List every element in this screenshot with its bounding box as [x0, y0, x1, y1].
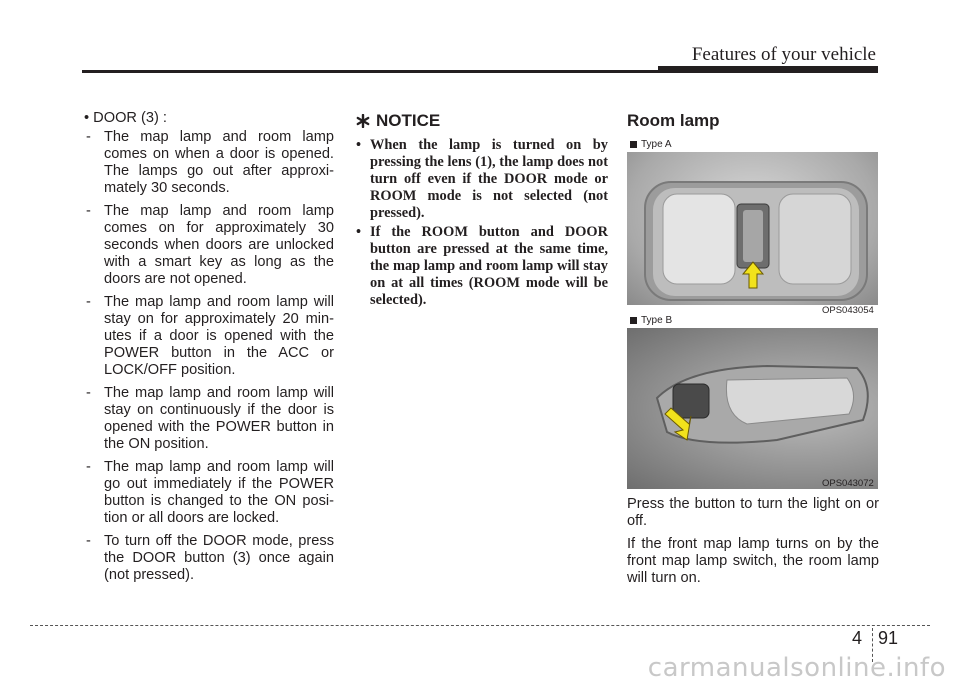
door-item-1: - The map lamp and room lamp comes on when a door is opened. The lamps go out after approxi-mately 30 seconds.: [86, 129, 334, 196]
notice-item-2: • If the ROOM button and DOOR button are pressed at the same time, the map lamp and room lamp will stay on at all times (ROOM mode will be selected).: [356, 224, 608, 308]
header-rule-accent: [658, 66, 878, 73]
chapter-number: 4: [852, 628, 863, 648]
door-item-5: - The map lamp and room lamp will go out immediately if the POWER button is changed to the ON posi-tion or all doors are locked.: [86, 459, 334, 526]
page-number: 91: [878, 628, 899, 648]
square-bullet-icon: [630, 317, 637, 324]
room-lamp-section: [627, 110, 879, 138]
type-a-lamp-illustration: [627, 152, 878, 305]
door-item-3: - The map lamp and room lamp will stay on for approximately 20 min-utes if a door is opened with the POWER button in the ACC or LOCK/OFF position.: [86, 294, 334, 378]
type-b-label: Type B: [630, 315, 672, 326]
door-item-4: - The map lamp and room lamp will stay on continuously if the door is opened with the POWER button in the ON position.: [86, 385, 334, 452]
notice-asterisk-icon: [356, 114, 370, 128]
page-header-title: Features of your vehicle: [691, 44, 876, 65]
notice-heading: [356, 112, 608, 129]
type-a-lamp-image: [627, 152, 878, 305]
door-bullet-label: DOOR (3) :: [93, 110, 167, 126]
door-bullet: • DOOR (3) :: [84, 110, 167, 126]
type-b-lamp-illustration: [627, 328, 878, 489]
door-item-2: - The map lamp and room lamp comes on for approximately 30 seconds when doors are unlocked with a smart key as long as the doors are not opened.: [86, 203, 334, 287]
room-lamp-paragraph-2: If the front map lamp turns on by the front map lamp switch, the room lamp will turn on.: [627, 536, 879, 586]
type-b-image-code: OPS043072: [822, 478, 874, 489]
notice-item-1: • When the lamp is turned on by pressing the lens (1), the lamp does not turn off even if the DOOR mode or ROOM mode is not selected (not pressed).: [356, 137, 608, 221]
type-a-label: Type A: [630, 139, 672, 150]
door-mode-section: [82, 110, 334, 590]
footer-rule: [30, 625, 930, 626]
door-item-6: - To turn off the DOOR mode, press the DOOR button (3) once again (not pressed).: [86, 533, 334, 583]
room-lamp-title: Room lamp: [627, 111, 720, 130]
type-b-lamp-image: [627, 328, 878, 489]
square-bullet-icon: [630, 141, 637, 148]
room-lamp-paragraph-1: Press the button to turn the light on or off.: [627, 496, 879, 529]
notice-section: [356, 110, 608, 311]
notice-title: NOTICE: [376, 111, 441, 130]
watermark: carmanualsonline.info: [647, 653, 946, 683]
type-a-image-code: OPS043054: [822, 305, 874, 316]
